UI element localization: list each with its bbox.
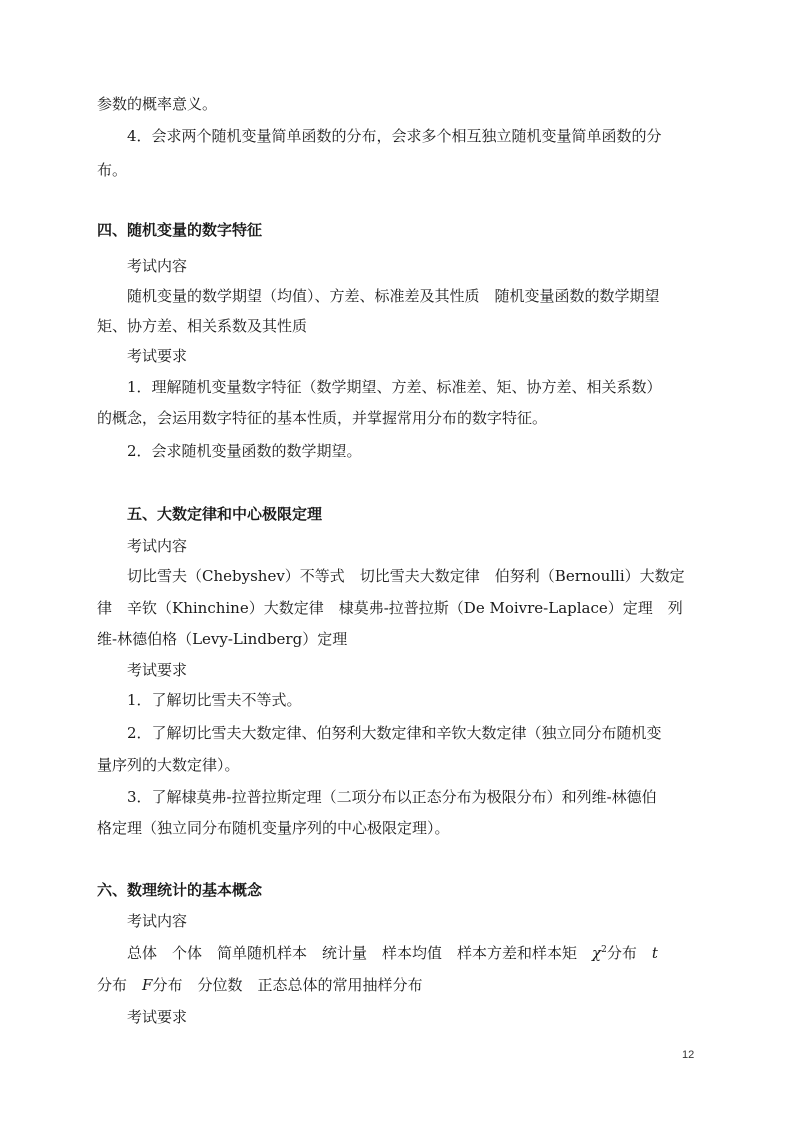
stats-terms-text: 总体 个体 简单随机样本 统计量 样本均值 样本方差和样本矩 <box>127 944 593 962</box>
text-line: 量序列的大数定律）。 <box>97 756 240 774</box>
text-line: 考试要求 <box>127 661 188 679</box>
text-line: 律 辛钦（Khinchine）大数定律 棣莫弗-拉普拉斯（De Moivre-Laplace）定理 列 <box>97 599 683 617</box>
text-line: 考试要求 <box>127 347 188 365</box>
section-heading: 五、大数定律和中心极限定理 <box>127 505 323 523</box>
text-line: 3．了解棣莫弗-拉普拉斯定理（二项分布以正态分布为极限分布）和列维-林德伯 <box>127 788 657 806</box>
stats-terms-line <box>97 975 422 995</box>
text-line: 考试内容 <box>127 257 188 275</box>
text-line: 布。 <box>97 161 128 179</box>
text-line: 2．了解切比雪夫大数定律、伯努利大数定律和辛钦大数定律（独立同分布随机变 <box>127 724 662 742</box>
t-symbol: t <box>651 944 658 962</box>
text-line: 切比雪夫（Chebyshev）不等式 切比雪夫大数定律 伯努利（Bernoulli）大数定 <box>127 567 685 585</box>
text-line: 2．会求随机变量函数的数学期望。 <box>127 442 362 460</box>
stats-terms-text: 分布 <box>606 944 652 962</box>
text-line: 矩、协方差、相关系数及其性质 <box>97 317 308 335</box>
page-number: 12 <box>682 1049 695 1061</box>
chi-symbol: χ <box>592 944 602 962</box>
f-symbol: F <box>142 976 153 994</box>
text-line: 1．了解切比雪夫不等式。 <box>127 691 302 709</box>
text-line: 格定理（独立同分布随机变量序列的中心极限定理）。 <box>97 819 450 837</box>
stats-terms-line <box>127 943 658 963</box>
text-line: 维-林德伯格（Levy-Lindberg）定理 <box>97 630 348 648</box>
stats-terms-text: 分布 <box>97 976 143 994</box>
text-line: 考试内容 <box>127 537 188 555</box>
text-line: 考试要求 <box>127 1008 188 1026</box>
section-heading: 四、随机变量的数字特征 <box>97 221 263 239</box>
text-line: 1．理解随机变量数字特征（数学期望、方差、标准差、矩、协方差、相关系数） <box>127 378 662 396</box>
text-line: 参数的概率意义。 <box>97 95 218 113</box>
text-line: 随机变量的数学期望（均值）、方差、标准差及其性质 随机变量函数的数学期望 <box>127 287 660 305</box>
section-heading: 六、数理统计的基本概念 <box>97 881 263 899</box>
text-line: 4．会求两个随机变量简单函数的分布，会求多个相互独立随机变量简单函数的分 <box>127 127 662 145</box>
text-line: 考试内容 <box>127 912 188 930</box>
stats-terms-text: 分布 分位数 正态总体的常用抽样分布 <box>152 976 423 994</box>
chi-superscript: 2 <box>601 945 607 955</box>
text-line: 的概念，会运用数字特征的基本性质，并掌握常用分布的数字特征。 <box>97 409 548 427</box>
